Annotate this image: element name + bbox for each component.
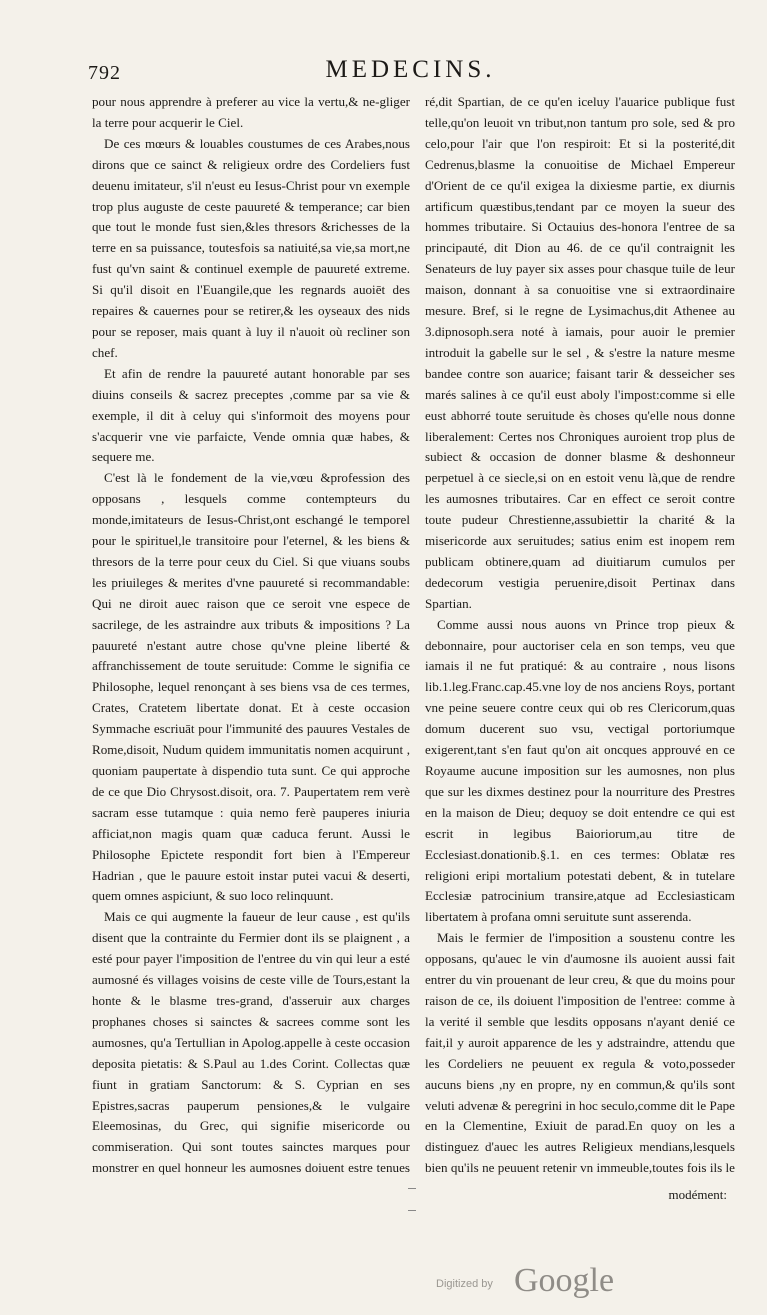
paragraph: Mais le fermier de l'imposition a soustenu contre les opposans, qu'auec le vin d'aumosne ils auoient aussi fait entrer du vin prouenant de leur creu, & que du moins pour raison de ce, ils doiuent l'imposition de l'entree: comme à la verité il semble que lesdits opposans n'ayant denié ce fait,il y auroit apparence de les y adstraindre, attendu que les Cordeliers ne peuuent ex regula & voto,posseder aucuns biens ,ny en propre, ny en commun,& qu'ils sont veluti advenæ & peregrini in hoc seculo,comme dit le Pape en la Clementine, Exiuit de parad.En quoy on les a distinguez d'auec les autres Religieux mendians,lesquels bien qu'ils ne peuuent retenir vn immeuble,toutes fois ils le — [425, 930, 735, 1176]
paragraph: Et afin de rendre la pauureté autant honorable par ses diuins conseils & sacrez preceptes ,comme par sa vie & exemple, il dit à celuy qui s'informoit des moyens pour s'acquerir vne vie parfaicte, Vende omnia quæ habes, & sequere me. — [92, 365, 410, 465]
margin-dash — [408, 1210, 416, 1211]
left-text-column — [92, 92, 410, 1182]
margin-dash — [408, 1188, 416, 1189]
paragraph: Mais ce qui augmente la faueur de leur cause , est qu'ils disent que la contrainte du Fermier dont ils se plaignent , a esté pour payer l'imposition de l'entree du vin qui leur a esté aumosné és villages voisins de ceste ville de Tours,estant la honte & le blasme tres-grand, d'asseruir aux charges prophanes choses si sainctes & sacrees comme sont les aumosnes, qu'a Tertullian in Apolog.appelle à ceste occasion deposita pietatis: & S.Paul au 1.des Corint. Collectas quæ fiunt in gratiam Sanctorum: & S. Cyprian en ses Epistres,sacras pauperum pensiones,& le vulgaire Eleemosinas, du Grec, qui signifie misericorde ou commiseration. Qui sont toutes sainctes marques pour monstrer en quel honneur les aumosnes doiuent estre tenues — [92, 909, 410, 1176]
google-logo: Google — [514, 1262, 615, 1299]
right-text-column — [425, 92, 735, 1182]
paragraph: De ces mœurs & louables coustumes de ces Arabes,nous dirons que ce sainct & religieux ordre des Cordeliers fust deuenu imitateur, s'il n'eust eu Iesus-Christ pour vn exemple trop plus auguste de ceste pauureté & temperance; car bien que tout le monde fust sien,&les thresors &richesses de la terre en sa puissance, toutesfois sa natiuité,sa vie,sa mort,ne fust qu'vn saint & continuel exemple de pauureté extreme. Si qu'il disoit en l'Euangile,que les regnards auoiēt des repaires & cauernes pour se retirer,& les oyseaux des nids pour se reposer, mais quant à luy il n'auoit où recliner son chef. — [92, 135, 410, 360]
paragraph: pour nous apprendre à preferer au vice la vertu,& ne-gliger la terre pour acquerir le Ciel. — [92, 94, 410, 130]
running-title: MEDECINS. — [325, 56, 496, 83]
page-number: 792 — [88, 62, 121, 84]
page-header — [88, 56, 733, 90]
paragraph: Comme aussi nous auons vn Prince trop pieux & debonnaire, pour auctoriser cela en son temps, veu que iamais il ne fut pratiqué: & au contraire , nous lisons lib.1.leg.Franc.cap.45.vne loy de nos anciens Roys, portant vne peine seuere contre ceux qui ob res Clericorum,quas domum ducerent suo vsu, vectigal portoriumque exigerent,tant s'en faut qu'on ait oncques approuvé en ce Royaume aucune imposition sur les aumosnes, non plus que sur les dixmes destinez pour la nourriture des Prestres en la maison de Dieu; dequoy se doit entendre ce qui est escrit in legibus Baioriorum,au titre de Ecclesiast.donationib.§.1. en ces termes: Oblatæ res religioni eripi mortalium potestati debent, & in tutelare Ecclesiæ patrocinium transire,atque ad Ecclesiasticam libertatem à profana omni seruitute sunt asserenda. — [425, 616, 735, 925]
watermark-prefix: Digitized by — [436, 1278, 493, 1290]
catchword: modément: — [668, 1187, 727, 1202]
google-watermark — [436, 1262, 716, 1302]
paragraph: C'est là le fondement de la vie,vœu &profession des opposans , lesquels comme contempteurs du monde,imitateurs de Iesus-Christ,ont eschangé le temporel pour le spirituel,le transitoire pour l'eternel, & les biens & thresors de la terre pour ceux du Ciel. Si que viuans soubs les priuileges & merites d'vne pauureté si recommandable: Qui ne diroit auec raison que ce seroit vne espece de sacrilege, de les astraindre aux tributs & impositions ? La pauureté n'estant autre chose qu'vne pleine liberté & affranchissement de toute seruitude: Comme le signifia ce Philosophe, lequel renonçant à ses biens vsa de ces termes, Crates, Cratetem libertate donat. Et à ceste occasion Symmache escriuāt pour l'immunité des pauures Vestales de Rome,disoit, Nudum quidem immunitatis nomen acquirunt , quoniam paupertate à dispendio tuta sunt. Ce qui approche de ce que Dio Chrysost.disoit, ora. 7. Paupertatem rem verè sacram esse tutamque : quia nemo ferè pauperes iniuria afficiat,non magis quam quæ caduca ferunt. Aussi le Philosophe Epictete respondit fort bien à l'Empereur Hadrian , que le pauure estoit instar putei vacui & deserti, quem omnes aspiciunt, & suo loco relinquunt. — [92, 470, 410, 904]
paragraph: ré,dit Spartian, de ce qu'en iceluy l'auarice publique fust telle,qu'on leuoit vn tribut,non tantum pro sole, sed & pro celo,pour l'air que l'on respiroit: Et si la posterité,dit Cedrenus,blasme la conuoitise de Michael Empereur d'Orient de ce qu'il exigea la dixiesme partie, ex diurnis artificum quæstibus,tendant par ce moyen la sueur des hommes tributaire. Si Octauius des-honora l'entree de sa principauté, dit Dion au 46. de ce qu'il contraignit les Senateurs de luy payer six asses pour chasque tuile de leur maison, donnant à sa conuoitise vne si extraordinaire mesure. Bref, si le regne de Lysimachus,dit Athenee au 3.dipnosoph.sera noté à iamais, pour auoir le premier introduit la gabelle sur le sel , & s'estre la nature mesme bandee contre son auarice; faisant tarir & desseicher ses marés salines à ce qu'il eust aboly l'impost:comme si elle eust abhorré toute seruitude ès choses qu'elle nous donne liberalement: Certes nos Chroniques auroient trop plus de subiect & occasion de donner blasme & deshonneur perpetuel à ce siecle,si on en estoit venu là,que de rendre les aumosnes tributaires. Car en effect ce seroit contre toute pudeur Chrestienne,assubiettir la charité & la misericorde aux seruitudes; satius enim est inopem rem publicam obtinere,quam ad diuitiarum cumulos per dedecorum vestigia peruenire,disoit Pertinax dans Spartian. — [425, 94, 735, 611]
